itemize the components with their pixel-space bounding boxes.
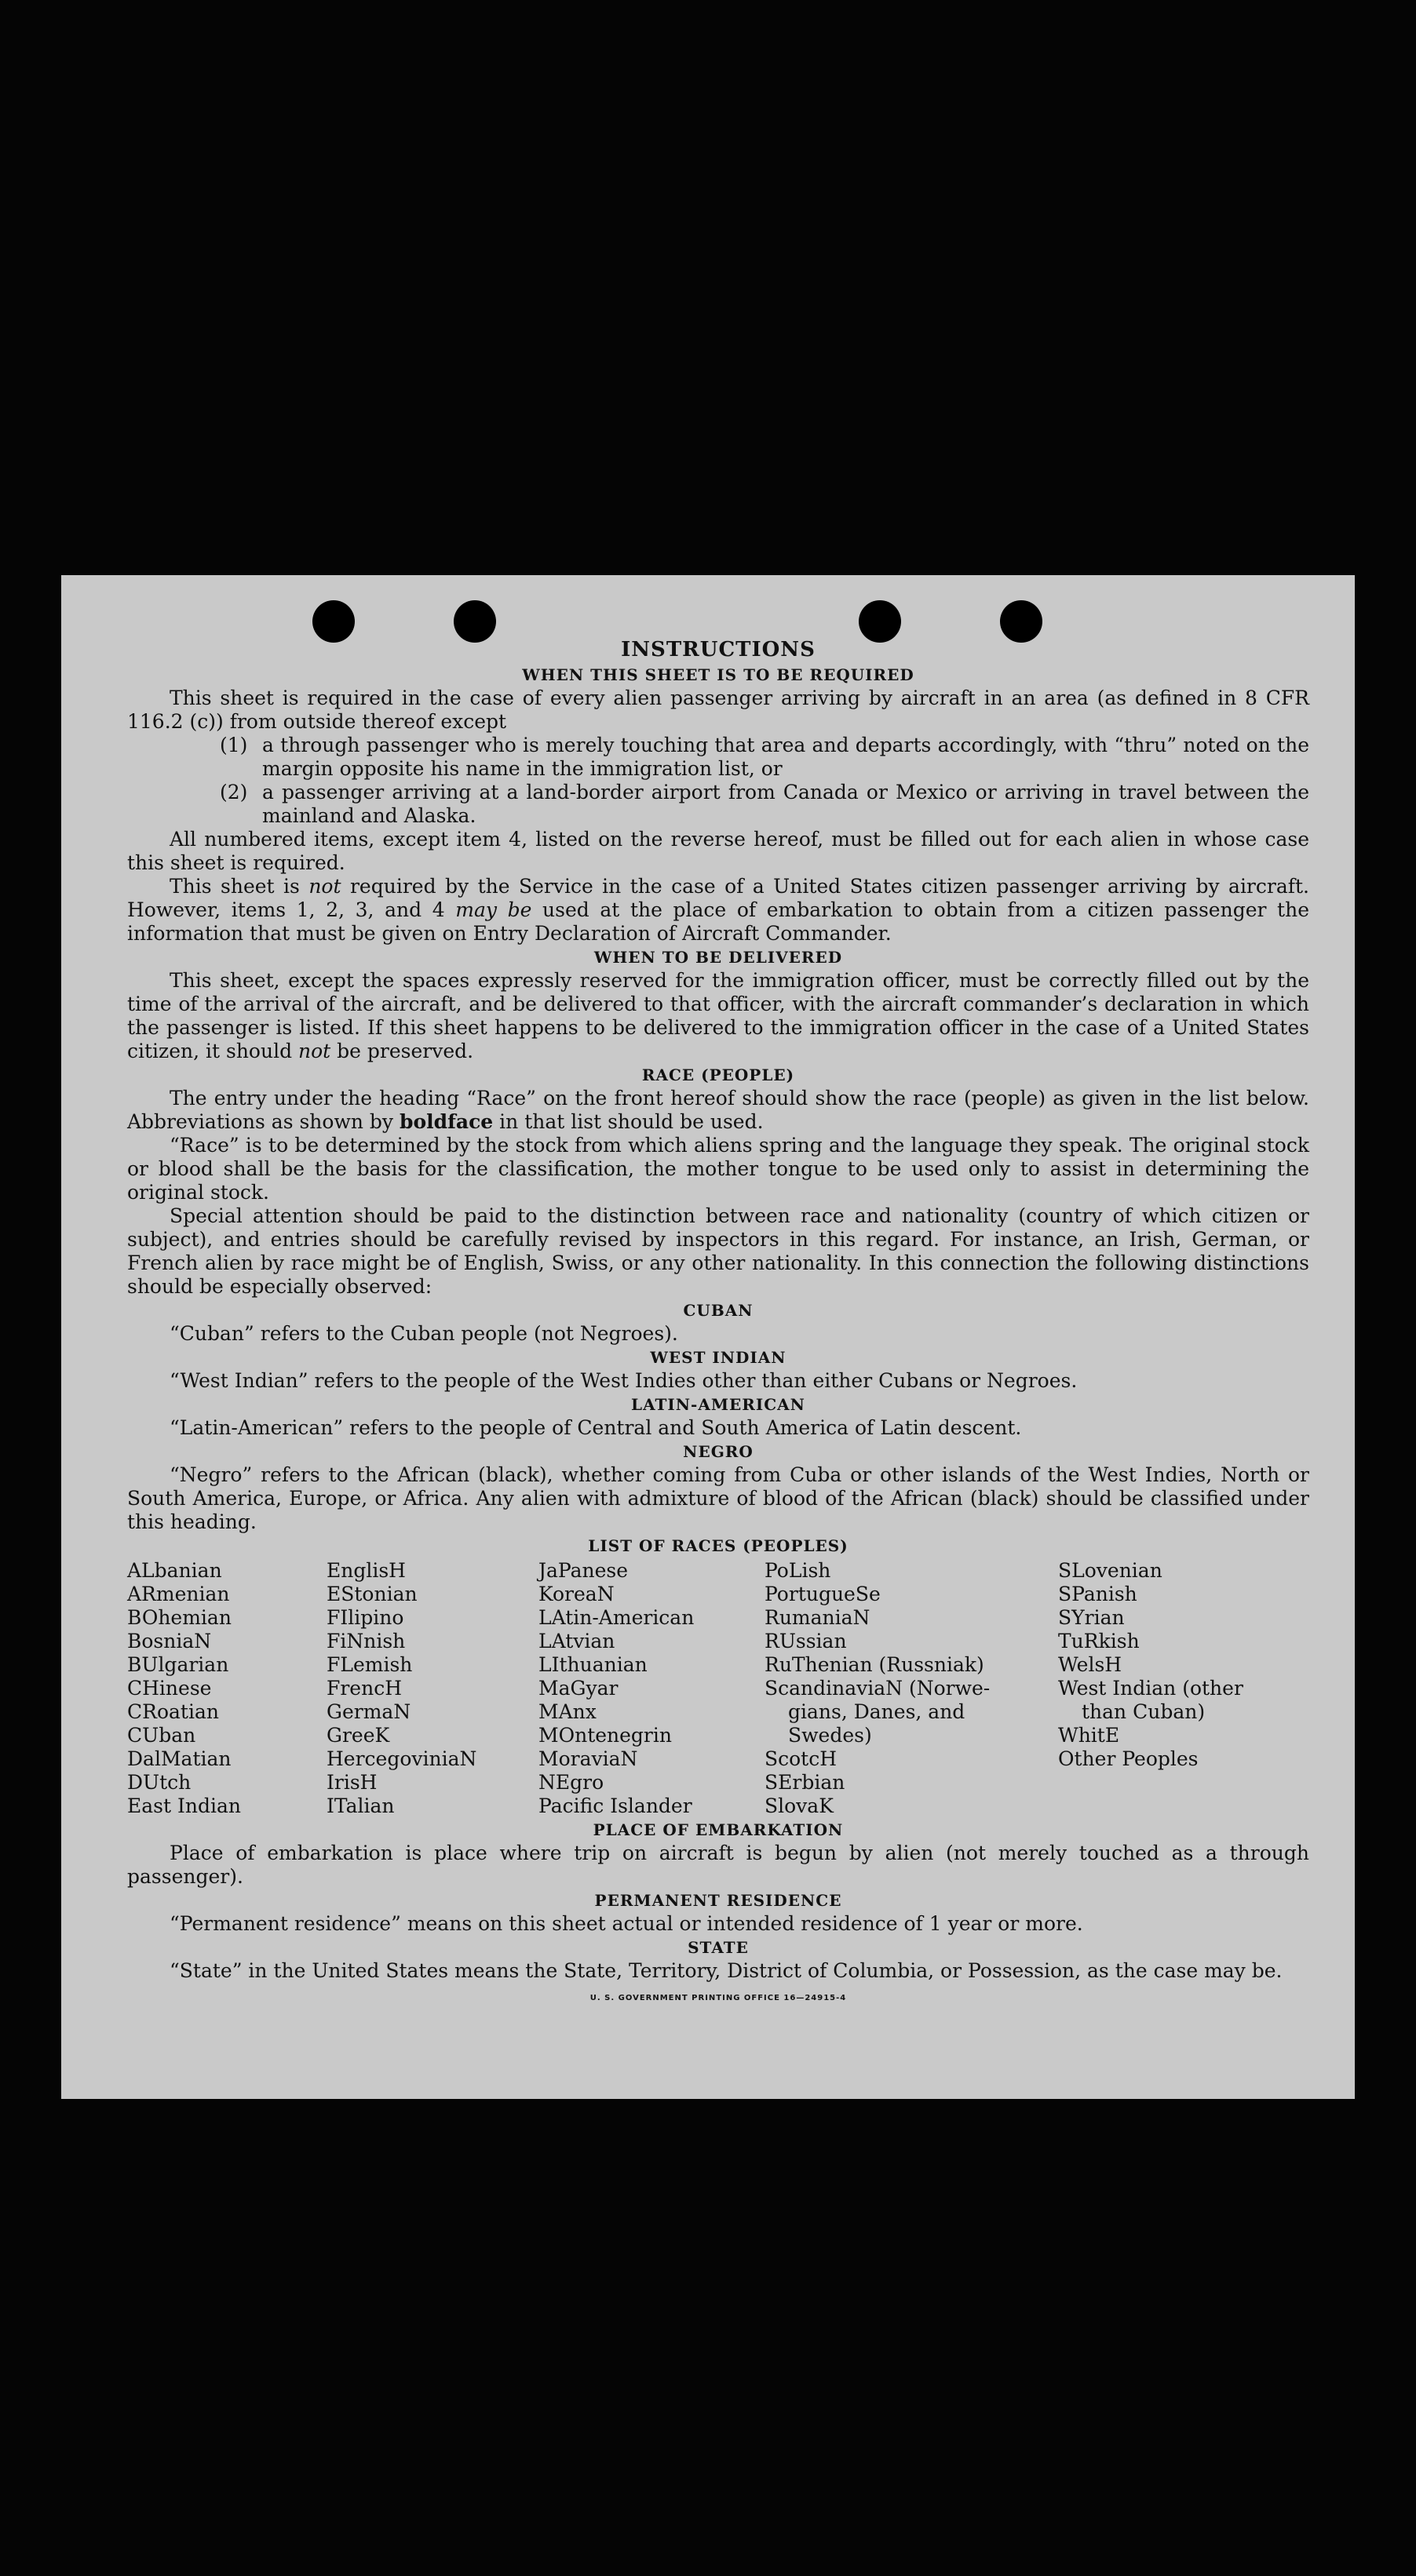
races-column [1058,1559,1262,1818]
paragraph: “Permanent residence” means on this sheet actual or intended residence of 1 year or more. [170,1912,1083,1935]
section-heading-negro: NEGRO [683,1442,754,1461]
race-entry: DalMatian [127,1747,232,1770]
punch-hole [454,600,496,643]
race-entry: GermaN [327,1700,411,1723]
race-entry: SLovenian [1058,1559,1162,1582]
section-heading-list-of-races: LIST OF RACES (PEOPLES) [588,1536,849,1555]
race-entry: CRoatian [127,1700,219,1723]
document-title: INSTRUCTIONS [621,638,816,661]
paragraph: Place of embarkation is place where trip on aircraft is begun by alien (not merely touched as a through passenger). [127,1842,1309,1888]
race-entry: CHinese [127,1677,212,1700]
race-entry: ScandinaviaN (Norwe- [765,1677,991,1700]
section-heading-cuban: CUBAN [683,1301,754,1320]
race-entry: Other Peoples [1058,1747,1199,1770]
punch-hole [859,600,901,643]
paragraph: This sheet, except the spaces expressly reserved for the immigration officer, must be correctly filled out by the time of the arrival of the aircraft, and be delivered to that officer, with the aircraft commander’s declaration in which the passenger is listed. If this sheet happens to be delivered to the immigration officer in the case of a United States citizen, it should not be preserved. [127,969,1309,1062]
paragraph: Special attention should be paid to the distinction between race and nationality (country of which citizen or subject), and entries should be carefully revised by inspectors in this regard. For instance, an Irish, German, or French alien by race might be of English, Swiss, or any other nationality. In this connection the following distinctions should be especially observed: [127,1204,1309,1298]
paragraph: The entry under the heading “Race” on the front hereof should show the race (people) as given in the list below. Abbreviations as shown by boldface in that list should be used. [127,1087,1309,1133]
race-entry: GreeK [327,1724,390,1747]
paragraph: “West Indian” refers to the people of the West Indies other than either Cubans or Negroes. [170,1369,1078,1392]
paragraph: “State” in the United States means the State, Territory, District of Columbia, or Possession, as the case may be. [170,1959,1283,1982]
race-entry: RUssian [765,1630,847,1652]
race-entry: PoLish [765,1559,831,1582]
race-entry: SPanish [1058,1583,1137,1605]
race-entry: CUban [127,1724,196,1747]
section-heading-state: STATE [688,1938,749,1957]
section-heading-west-indian: WEST INDIAN [650,1348,786,1367]
race-entry: SYrian [1058,1606,1125,1629]
section-heading-race: RACE (PEOPLE) [641,1066,795,1084]
race-entry: ITalian [327,1794,395,1817]
paragraph: “Latin-American” refers to the people of Central and South America of Latin descent. [170,1416,1022,1439]
race-entry: than Cuban) [1082,1700,1206,1723]
race-entry: DUtch [127,1771,192,1794]
section-heading-when-delivered: WHEN TO BE DELIVERED [593,948,843,967]
race-entry: ALbanian [127,1559,222,1582]
race-entry: HercegoviniaN [327,1747,477,1770]
paragraph: “Cuban” refers to the Cuban people (not Negroes). [170,1322,678,1345]
races-column [538,1559,765,1818]
race-entry: MAnx [538,1700,597,1723]
section-heading-embarkation: PLACE OF EMBARKATION [593,1820,844,1839]
exception-item: (2) a passenger arriving at a land-border airport from Canada or Mexico or arriving in travel between the mainland and Alaska. [220,781,1309,827]
punch-hole [312,600,355,643]
race-entry: BUlgarian [127,1653,229,1676]
paragraph: “Race” is to be determined by the stock from which aliens spring and the language they speak. The original stock or blood shall be the basis for the classification, the mother tongue to be used only to assist in determining the original stock. [127,1134,1309,1204]
paragraph: This sheet is not required by the Service in the case of a United States citizen passenger arriving by aircraft. However, items 1, 2, 3, and 4 may be used at the place of embarkation to obtain from a citizen passenger the information that must be given on Entry Declaration of Aircraft Commander. [127,875,1310,945]
races-list [127,1559,1309,1818]
section-heading-residence: PERMANENT RESIDENCE [594,1891,842,1910]
race-entry: FiNnish [327,1630,406,1652]
race-entry: RumaniaN [765,1606,870,1629]
race-entry: JaPanese [538,1559,629,1582]
race-entry: RuThenian (Russniak) [765,1653,984,1676]
race-entry: EnglisH [327,1559,406,1582]
race-entry: FIlipino [327,1606,404,1629]
race-entry: FLemish [327,1653,413,1676]
race-entry: WhitE [1058,1724,1120,1747]
race-entry: LAtvian [538,1630,615,1652]
race-entry: SlovaK [765,1794,834,1817]
race-entry: WelsH [1058,1653,1122,1676]
race-entry: MaGyar [538,1677,619,1700]
race-entry: Swedes) [788,1724,872,1747]
race-entry: KoreaN [538,1583,615,1605]
race-entry: LAtin-American [538,1606,695,1629]
race-entry: BosniaN [127,1630,212,1652]
punch-hole [1000,600,1042,643]
instruction-sheet [61,575,1355,2099]
paragraph: “Negro” refers to the African (black), whether coming from Cuba or other islands of the West Indies, North or South America, Europe, or Africa. Any alien with admixture of blood of the African (black) should be classified under this heading. [127,1463,1309,1533]
race-entry: FrencH [327,1677,402,1700]
race-entry: BOhemian [127,1606,232,1629]
race-entry: SErbian [765,1771,845,1794]
printing-office-footer: U. S. GOVERNMENT PRINTING OFFICE 16—24915-4 [589,1994,847,2002]
race-entry: ScotcH [765,1747,838,1770]
race-entry: West Indian (other [1058,1677,1243,1700]
race-entry: IrisH [327,1771,378,1794]
paragraph: All numbered items, except item 4, listed on the reverse hereof, must be filled out for each alien in whose case this sheet is required. [127,828,1309,874]
section-heading-latin-american: LATIN-AMERICAN [631,1395,805,1414]
race-entry: PortugueSe [765,1583,881,1605]
race-entry: Pacific Islander [538,1794,692,1817]
races-column [765,1559,1058,1818]
race-entry: TuRkish [1058,1630,1140,1652]
races-column [127,1559,327,1818]
race-entry: LIthuanian [538,1653,648,1676]
race-entry: NEgro [538,1771,604,1794]
exception-item: (1) a through passenger who is merely touching that area and departs accordingly, with “thru” noted on the margin opposite his name in the immigration list, or [220,734,1309,780]
race-entry: gians, Danes, and [788,1700,965,1723]
race-entry: MOntenegrin [538,1724,672,1747]
paragraph: This sheet is required in the case of every alien passenger arriving by aircraft in an area (as defined in 8 CFR 116.2 (c)) from outside thereof except [127,687,1309,733]
race-entry: MoraviaN [538,1747,638,1770]
section-heading-when-required: WHEN THIS SHEET IS TO BE REQUIRED [522,665,914,684]
race-entry: EStonian [327,1583,418,1605]
race-entry: East Indian [127,1794,241,1817]
race-entry: ARmenian [127,1583,230,1605]
races-column [327,1559,538,1818]
